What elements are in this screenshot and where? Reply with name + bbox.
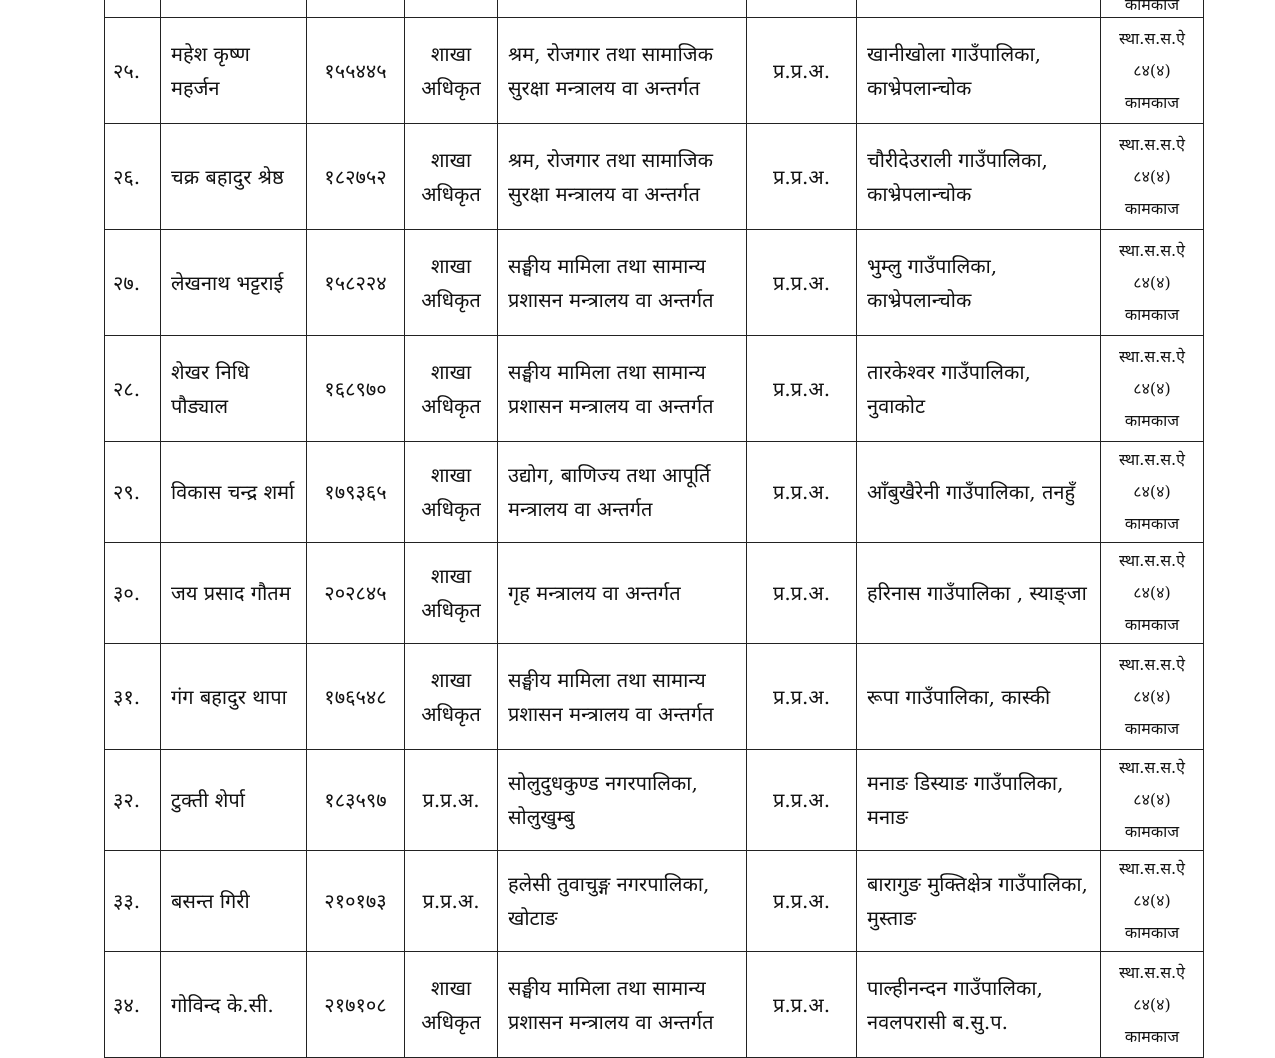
cell-level: प्र.प्र.अ. (747, 18, 857, 124)
cell-from: श्रम, रोजगार तथा सामाजिक सुरक्षा मन्त्रालय वा अन्तर्गत (498, 18, 747, 124)
cell-remark (1101, 18, 1204, 124)
cell-code: १८३५९७ (307, 750, 405, 851)
remark-line: स्था.स.स.ऐ (1118, 654, 1185, 674)
table-row (105, 644, 1204, 750)
table-row (105, 543, 1204, 644)
cell-sn: ३३. (105, 851, 161, 952)
cell-to: बारागुङ मुक्तिक्षेत्र गाउँपालिका, मुस्ताङ (857, 851, 1101, 952)
remark-line: स्था.स.स.ऐ (1118, 240, 1185, 260)
cell-sn: ३१. (105, 644, 161, 750)
cell-remark (1101, 851, 1204, 952)
cell-remark (1101, 336, 1204, 442)
remark-line: ८४(४) (1133, 583, 1171, 602)
cell-from: सङ्घीय मामिला तथा सामान्य प्रशासन मन्त्रालय वा अन्तर्गत (498, 230, 747, 336)
cell-sn: २६. (105, 124, 161, 230)
remark-line: ८४(४) (1133, 60, 1171, 80)
remark-line: स्था.स.स.ऐ (1118, 450, 1185, 469)
cell-remark (1101, 124, 1204, 230)
cell-code: २१७१०८ (307, 952, 405, 1058)
cell-sn (105, 0, 161, 18)
remark-line: स्था.स.स.ऐ (1118, 962, 1185, 982)
cell-position: शाखा अधिकृत (405, 230, 498, 336)
cell-remark (1101, 750, 1204, 851)
table-row (105, 18, 1204, 124)
remark-line: कामकाज (1124, 514, 1180, 533)
cell-from (498, 0, 747, 18)
cell-to: रूपा गाउँपालिका, कास्की (857, 644, 1101, 750)
cell-name (161, 0, 307, 18)
remark-line: कामकाज (1124, 718, 1180, 738)
remark-line: कामकाज (1124, 0, 1180, 14)
table-row (105, 336, 1204, 442)
cell-name: जय प्रसाद गौतम (161, 543, 307, 644)
cell-code: १७९३६५ (307, 442, 405, 543)
cell-to: चौरीदेउराली गाउँपालिका, काभ्रेपलान्चोक (857, 124, 1101, 230)
cell-remark (1101, 952, 1204, 1058)
table-row (105, 750, 1204, 851)
cell-name: गोविन्द के.सी. (161, 952, 307, 1058)
remark-line: ८४(४) (1133, 166, 1171, 186)
cell-sn: ३२. (105, 750, 161, 851)
cell-from: सोलुदुधकुण्ड नगरपालिका, सोलुखुम्बु (498, 750, 747, 851)
cell-remark (1101, 543, 1204, 644)
cell-name: लेखनाथ भट्टराई (161, 230, 307, 336)
cell-code: २०२८४५ (307, 543, 405, 644)
remark-line: ८४(४) (1133, 482, 1171, 501)
cell-position: शाखा अधिकृत (405, 124, 498, 230)
cell-level: प्र.प्र.अ. (747, 750, 857, 851)
remark-line: स्था.स.स.ऐ (1118, 859, 1185, 878)
remark-line: ८४(४) (1133, 272, 1171, 292)
cell-name: शेखर निधि पौड्याल (161, 336, 307, 442)
cell-from: हलेसी तुवाचुङ्ग नगरपालिका, खोटाङ (498, 851, 747, 952)
cell-name: विकास चन्द्र शर्मा (161, 442, 307, 543)
cell-to: हरिनास गाउँपालिका , स्याङ्जा (857, 543, 1101, 644)
remark-line: ८४(४) (1133, 790, 1171, 809)
cell-position: शाखा अधिकृत (405, 644, 498, 750)
cell-position (405, 0, 498, 18)
cell-sn: ३०. (105, 543, 161, 644)
cell-from: श्रम, रोजगार तथा सामाजिक सुरक्षा मन्त्रालय वा अन्तर्गत (498, 124, 747, 230)
cell-remark (1101, 644, 1204, 750)
table-row-partial (105, 0, 1204, 18)
cell-sn: २८. (105, 336, 161, 442)
remark-line: कामकाज (1124, 304, 1180, 324)
cell-to: तारकेश्वर गाउँपालिका, नुवाकोट (857, 336, 1101, 442)
cell-remark (1101, 0, 1204, 18)
remark-line: कामकाज (1124, 615, 1180, 634)
remark-line: ८४(४) (1133, 686, 1171, 706)
table-body (105, 0, 1204, 1058)
cell-position: शाखा अधिकृत (405, 336, 498, 442)
remark-line: स्था.स.स.ऐ (1118, 758, 1185, 777)
remark-line: ८४(४) (1133, 891, 1171, 910)
cell-level: प्र.प्र.अ. (747, 336, 857, 442)
cell-to: आँबुखैरेनी गाउँपालिका, तनहुँ (857, 442, 1101, 543)
cell-sn: ३४. (105, 952, 161, 1058)
cell-sn: २५. (105, 18, 161, 124)
cell-to: खानीखोला गाउँपालिका, काभ्रेपलान्चोक (857, 18, 1101, 124)
remark-line: कामकाज (1124, 198, 1180, 218)
cell-level: प्र.प्र.अ. (747, 124, 857, 230)
transfer-table (104, 0, 1204, 1058)
remark-line: कामकाज (1124, 92, 1180, 112)
cell-code: १७६५४८ (307, 644, 405, 750)
remark-line: ८४(४) (1133, 378, 1171, 398)
cell-level (747, 0, 857, 18)
table-row (105, 952, 1204, 1058)
table-row (105, 230, 1204, 336)
cell-level: प्र.प्र.अ. (747, 230, 857, 336)
cell-position: शाखा अधिकृत (405, 952, 498, 1058)
cell-remark (1101, 442, 1204, 543)
cell-name: गंग बहादुर थापा (161, 644, 307, 750)
cell-code: १५५४४५ (307, 18, 405, 124)
cell-code: १६८९७० (307, 336, 405, 442)
table-row (105, 124, 1204, 230)
cell-sn: २९. (105, 442, 161, 543)
cell-level: प्र.प्र.अ. (747, 644, 857, 750)
cell-name: महेश कृष्ण महर्जन (161, 18, 307, 124)
cell-name: चक्र बहादुर श्रेष्ठ (161, 124, 307, 230)
cell-from: सङ्घीय मामिला तथा सामान्य प्रशासन मन्त्रालय वा अन्तर्गत (498, 644, 747, 750)
table-row (105, 442, 1204, 543)
remark-line: ८४(४) (1133, 994, 1171, 1014)
cell-position: शाखा अधिकृत (405, 18, 498, 124)
remark-line: स्था.स.स.ऐ (1118, 134, 1185, 154)
remark-line: कामकाज (1124, 822, 1180, 841)
cell-position: प्र.प्र.अ. (405, 750, 498, 851)
cell-from: सङ्घीय मामिला तथा सामान्य प्रशासन मन्त्रालय वा अन्तर्गत (498, 336, 747, 442)
cell-code: २१०१७३ (307, 851, 405, 952)
cell-level: प्र.प्र.अ. (747, 952, 857, 1058)
table-row (105, 851, 1204, 952)
cell-level: प्र.प्र.अ. (747, 442, 857, 543)
cell-to: भुम्लु गाउँपालिका, काभ्रेपलान्चोक (857, 230, 1101, 336)
cell-position: शाखा अधिकृत (405, 442, 498, 543)
remark-line: कामकाज (1124, 1026, 1180, 1046)
cell-level: प्र.प्र.अ. (747, 851, 857, 952)
cell-code (307, 0, 405, 18)
cell-position: शाखा अधिकृत (405, 543, 498, 644)
cell-to: पाल्हीनन्दन गाउँपालिका, नवलपरासी ब.सु.प. (857, 952, 1101, 1058)
cell-position: प्र.प्र.अ. (405, 851, 498, 952)
cell-code: १८२७५२ (307, 124, 405, 230)
cell-level: प्र.प्र.अ. (747, 543, 857, 644)
cell-name: टुक्ती शेर्पा (161, 750, 307, 851)
remark-line: स्था.स.स.ऐ (1118, 28, 1185, 48)
cell-remark (1101, 230, 1204, 336)
cell-from: गृह मन्त्रालय वा अन्तर्गत (498, 543, 747, 644)
cell-sn: २७. (105, 230, 161, 336)
cell-to: मनाङ डिस्याङ गाउँपालिका, मनाङ (857, 750, 1101, 851)
cell-code: १५८२२४ (307, 230, 405, 336)
cell-to (857, 0, 1101, 18)
cell-from: सङ्घीय मामिला तथा सामान्य प्रशासन मन्त्रालय वा अन्तर्गत (498, 952, 747, 1058)
remark-line: स्था.स.स.ऐ (1118, 346, 1185, 366)
cell-from: उद्योग, बाणिज्य तथा आपूर्ति मन्त्रालय वा अन्तर्गत (498, 442, 747, 543)
remark-line: कामकाज (1124, 923, 1180, 942)
cell-name: बसन्त गिरी (161, 851, 307, 952)
remark-line: कामकाज (1124, 410, 1180, 430)
remark-line: स्था.स.स.ऐ (1118, 551, 1185, 570)
